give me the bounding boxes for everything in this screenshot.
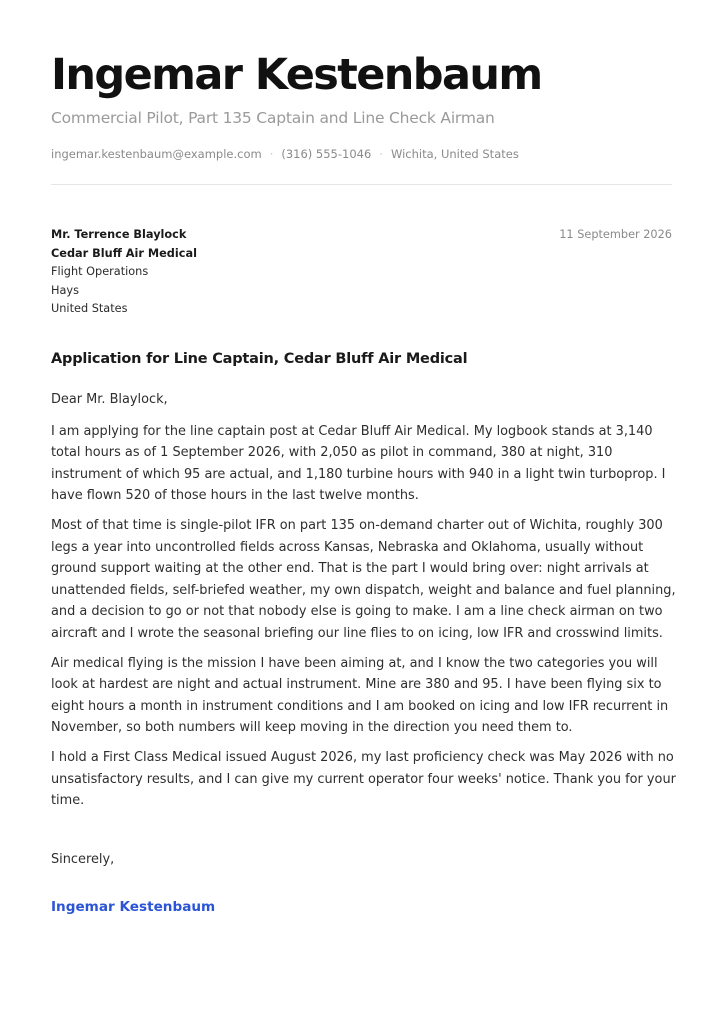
contact-location: Wichita, United States: [390, 147, 519, 161]
contact-phone: (316) 555-1046: [281, 147, 372, 161]
salutation: Dear Mr. Blaylock,: [51, 392, 168, 407]
closing: Sincerely,: [51, 852, 115, 867]
body-paragraph: Most of that time is single-pilot IFR on part 135 on-demand charter out of Wichita, roughly 300 legs a year into uncontrolled fields across Kansas, Nebraska and Oklahoma, usually without ground support waiting at the other end. That is the part I would bring over: night arrivals at unattended fields, self-briefed weather, my own dispatch, weight and balance and fuel planning, and a decision to go or not that nobody else is going to make. I am a line check airman on two aircraft and I wrote the seasonal briefing our line flies to on icing, low IFR and crosswind limits.: [51, 517, 676, 641]
contact-line: [51, 145, 519, 163]
recipient-block: [51, 226, 197, 319]
recipient-country: United States: [51, 302, 128, 315]
recipient-department: Flight Operations: [51, 265, 149, 278]
applicant-name: Ingemar Kestenbaum: [51, 50, 542, 100]
signature-name: Ingemar Kestenbaum: [51, 899, 216, 915]
letter-body: [51, 389, 676, 820]
contact-separator: ·: [379, 147, 383, 161]
contact-separator: ·: [269, 147, 274, 161]
body-paragraph: I hold a First Class Medical issued August 2026, my last proficiency check was May 2026 with no unsatisfactory results, and I can give my current operator four weeks' notice. Thank you for your time.: [51, 749, 676, 809]
letter-subject: Application for Line Captain, Cedar Bluff Air Medical: [51, 351, 468, 367]
body-paragraph: Air medical flying is the mission I have been aiming at, and I know the two categories you will look at hardest are night and actual instrument. Mine are 380 and 95. I have been flying six to eight hours a month in instrument conditions and I am booked on icing and low IFR recurrent in November, so both numbers will keep moving in the direction you need them to.: [51, 655, 669, 736]
recipient-name: Mr. Terrence Blaylock: [51, 228, 187, 241]
body-paragraph: I am applying for the line captain post at Cedar Bluff Air Medical. My logbook stands at 3,140 total hours as of 1 September 2026, with 2,050 as pilot in command, 380 at night, 310 instrument of which 95 are actual, and 1,180 turbine hours with 940 in a light twin turboprop. I have flown 520 of those hours in the last twelve months.: [51, 423, 666, 504]
recipient-city: Hays: [51, 283, 79, 297]
letter-date: 11 September 2026: [559, 228, 672, 241]
contact-email: ingemar.kestenbaum@example.com: [51, 147, 262, 161]
recipient-company: Cedar Bluff Air Medical: [51, 246, 197, 260]
applicant-title: Commercial Pilot, Part 135 Captain and Line Check Airman: [51, 109, 495, 127]
header-divider: [51, 184, 672, 185]
